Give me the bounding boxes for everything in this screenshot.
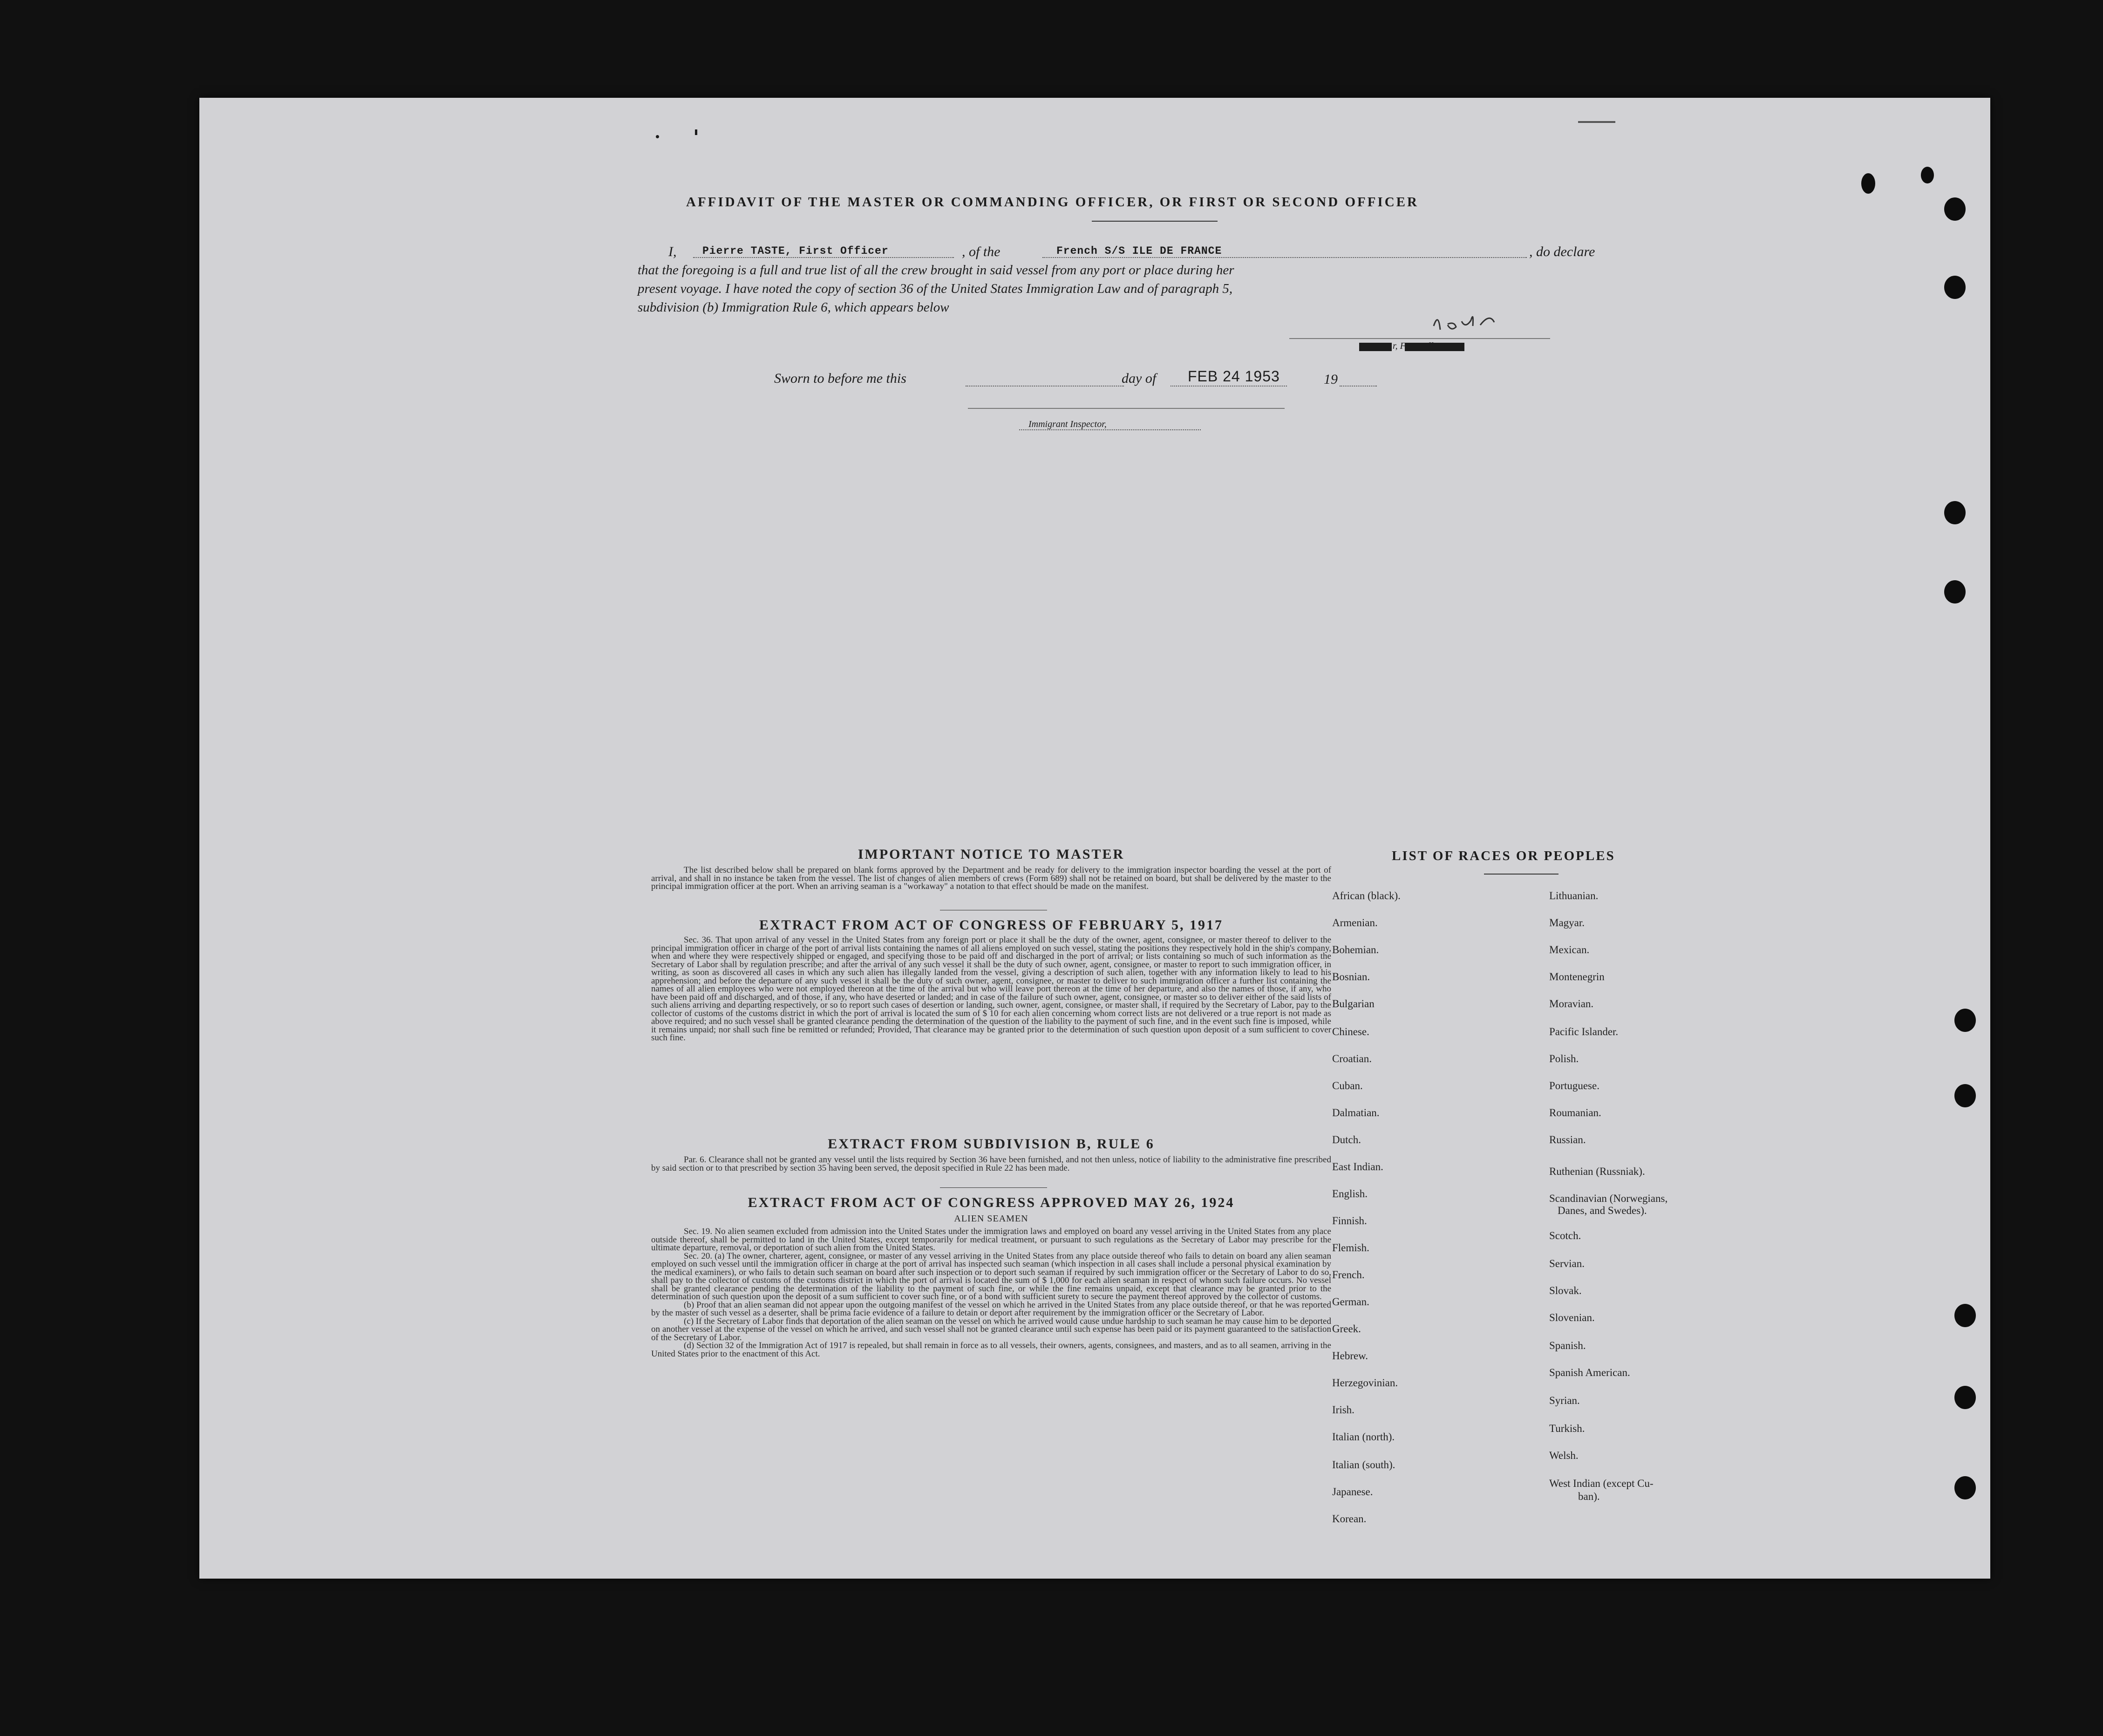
extract2-body [651,1156,1331,1172]
speck [695,129,697,135]
i-label: I, [668,244,677,259]
race-item: Slovak. [1549,1285,1582,1296]
punch-hole [1954,1009,1976,1032]
affidavit-line-2: that the foregoing is a full and true list of all the crew brought in said vessel from any port or place during her [638,263,1234,278]
sworn-line [966,386,1124,387]
speck [1578,121,1615,123]
date-stamp: FEB 24 1953 [1188,368,1280,385]
race-item: Turkish. [1549,1423,1585,1434]
race-item: Finnish. [1332,1215,1367,1227]
affidavit-line-3: present voyage. I have noted the copy of section 36 of the United States Immigration Law and of paragraph 5, [638,281,1233,296]
extract3-paragraph-2: Sec. 20. (a) The owner, charterer, agent, consignee, or master of any vessel arriving in the United States from any place outside thereof who fails to detain on board any alien seaman employed on such vessel until the immigration officer in charge at the port of arrival has inspected such seaman (which inspection in all cases shall include a personal physical examination by the medical examiners), or who fails to detain such seaman on board after such inspection or to deport such seaman if required by such immigration officer or the Secretary of Labor to do so, shall pay to the collector of customs of the customs district in which the port of arrival is located the sum of $ 1,000 for each alien seaman in respect of whom such failure occurs. No vessel shall be granted clearance pending the determination of the liability to the payment of such fine, or while the fine remains unpaid, except that clearance may be granted prior to the determination of such question upon the deposit of a sum sufficient to cover such fine, or of a bond with sufficient surety to secure the payment thereof approved by the collector of customs. [651,1251,1331,1302]
vessel-name: French S/S ILE DE FRANCE [1056,245,1222,257]
signature-scrawl [1429,307,1541,340]
punch-hole [1944,197,1966,221]
race-item: Irish. [1332,1404,1354,1416]
extract3-paragraph-1: Sec. 19. No alien seamen excluded from admission into the United States under the immigration laws and employed on board any vessel arriving in the United States from any place outside thereof, shall be permitted to land in the United States, except temporarily for medical treatment, or pursuant to such regulations as the Secretary of Labor may prescribe for the ultimate departure, removal, or deportation of such alien from the United States. [651,1227,1331,1253]
race-item: Dutch. [1332,1134,1361,1146]
section-rule [940,1187,1047,1188]
race-item: Pacific Islander. [1549,1026,1619,1038]
race-item: Lithuanian. [1549,890,1599,902]
do-declare-label: , do declare [1529,244,1595,259]
race-item: English. [1332,1188,1368,1200]
race-item: Herzegovinian. [1332,1377,1398,1389]
name-line [693,257,954,258]
extract1-paragraph: Sec. 36. That upon arrival of any vessel in the United States from any foreign port or place it shall be the duty of the owner, agent, consignee, or master thereof to deliver to the principal immigration officer in charge of the port of arrival lists containing the names of all aliens employed on such vessel, stating the positions they respectively hold in the ship's company, when and where they were respectively shipped or engaged, and specifying those to be paid off and discharged in the port of arrival; or lists containing so much of such information as the Secretary of Labor shall by regulation prescribe; and after the arrival of any such vessel it shall be the duty of such owner, agent, consignee, or master to report to such immigration officer, in writing, as soon as discovered all cases in which any such alien has illegally landed from the vessel, giving a description of such alien, together with any information likely to lead to his apprehension; and before the departure of any such vessel it shall be the duty of such owner, agent, consignee, or master to deliver to such immigration officer a further list containing the names of all alien employees who were not employed thereon at the time of the arrival but who will leave port thereon at the time of her departure, and also the names of those, if any, who have been paid off and discharged, and of those, if any, who have deserted or landed; and in case of the failure of such owner, agent, consignee, or master so to deliver either of the said lists of such aliens arriving and departing respectively, or so to report such cases of desertion or landing, such owner, agent, consignee, or master shall, if required by the Secretary of Labor, pay to the collector of customs of the customs district in which the port of arrival is located the sum of $ 10 for each alien concerning whom correct lists are not delivered or a true report is not made as above required; and no such vessel shall be granted clearance pending the determination of the question of the liability to the payment of such fine, and in the event such fine is imposed, while it remains unpaid; nor shall such fine be remitted or refunded; Provided, That clearance may be granted prior to the determination of such question upon deposit of a sum sufficient to cover such fine. [651,935,1331,1043]
inspector-sign-line [968,408,1285,409]
extract1-title: EXTRACT FROM ACT OF CONGRESS OF FEBRUARY 5, 1917 [759,917,1224,933]
race-item: Spanish American. [1549,1367,1630,1378]
notice-paragraph: The list described below shall be prepared on blank forms approved by the Department and be ready for delivery to the immigration inspector boarding the vessel at the port of arrival, and shall in no instance be taken from the vessel. The list of changes of alien members of crews (Form 689) shall not be retained on board, but shall be delivered by the master to the principal immigration officer at the port. When an arriving seaman is a "workaway" a notation to that effect should be made on the manifest. [651,865,1331,891]
race-item: Mexican. [1549,944,1590,956]
extract3-body [651,1227,1331,1358]
punch-hole [1954,1386,1976,1409]
extract1-body [651,936,1331,1042]
race-item: ban). [1578,1491,1600,1502]
race-item: Bulgarian [1332,998,1375,1010]
race-item: African (black). [1332,890,1401,902]
notice-body [651,866,1331,891]
punch-hole [1921,167,1934,183]
signature-role: r, First Officer, [1393,341,1448,351]
race-item: Ruthenian (Russniak). [1549,1166,1645,1177]
sworn-label: Sworn to before me this [774,371,906,386]
race-item: Bosnian. [1332,971,1370,983]
race-item: Greek. [1332,1323,1361,1335]
year-label: 19 [1324,372,1338,387]
race-item: Slovenian. [1549,1312,1595,1323]
race-item: Chinese. [1332,1026,1369,1038]
race-item: Danes, and Swedes). [1558,1205,1647,1216]
extract2-paragraph: Par. 6. Clearance shall not be granted any vessel until the lists required by Section 36 have been furnished, and not then unless, notice of liability to the administrative fine prescribed by said section or to that prescribed by section 35 having been served, the deposit specified in Rule 22 has been made. [651,1155,1331,1173]
race-item: East Indian. [1332,1161,1383,1173]
extract3-paragraph-3: (b) Proof that an alien seaman did not appear upon the outgoing manifest of the vessel on which he arrived in the United States from any place outside thereof, or that he was reported by the master of such vessel as a deserter, shall be prima facie evidence of a failure to detain or deport after requirement by the immigration officer or the Secretary of Labor. [651,1300,1331,1318]
race-item: West Indian (except Cu- [1549,1478,1654,1489]
year-line [1340,386,1377,387]
race-item: Spanish. [1549,1340,1586,1351]
race-item: Hebrew. [1332,1350,1368,1362]
race-item: Syrian. [1549,1395,1580,1406]
race-item: Scotch. [1549,1230,1581,1241]
race-item: Croatian. [1332,1053,1372,1065]
punch-hole [1944,580,1966,604]
race-item: German. [1332,1296,1369,1308]
redaction-block [1359,343,1392,351]
race-item: Welsh. [1549,1450,1579,1461]
punch-hole [1944,276,1966,299]
extract3-subtitle: ALIEN SEAMEN [954,1214,1028,1224]
race-item: Servian. [1549,1258,1585,1269]
race-item: French. [1332,1269,1365,1281]
extract3-paragraph-4: (c) If the Secretary of Labor finds that deportation of the alien seaman on the vessel on which he arrived would cause undue hardship to such seaman he may cause him to be deported on another vessel at the expense of the vessel on which he arrived, and such vessel shall not be granted clearance until such expense has been paid or its payment guaranteed to the satisfaction of the Secretary of Labor. [651,1316,1331,1343]
vessel-line [1042,257,1527,258]
manifest-page [199,98,1990,1579]
race-item: Cuban. [1332,1080,1363,1092]
punch-hole [1954,1304,1976,1327]
date-line [1171,386,1287,387]
speck [656,135,659,138]
inspector-label: Immigrant Inspector, [1028,419,1107,429]
race-item: Korean. [1332,1513,1367,1525]
race-item: Japanese. [1332,1486,1373,1498]
affidavit-title: AFFIDAVIT OF THE MASTER OR COMMANDING OFFICER, OR FIRST OR SECOND OFFICER [686,195,1419,210]
race-item: Magyar. [1549,917,1585,929]
punch-hole [1954,1476,1976,1499]
race-item: Italian (north). [1332,1431,1395,1443]
race-item: Scandinavian (Norwegians, [1549,1193,1668,1204]
race-item: Roumanian. [1549,1107,1601,1119]
signature-line [1289,338,1550,339]
punch-hole [1861,173,1875,194]
race-item: Bohemian. [1332,944,1379,956]
race-item: Portuguese. [1549,1080,1599,1092]
extract2-title: EXTRACT FROM SUBDIVISION B, RULE 6 [828,1136,1155,1152]
extract3-paragraph-5: (d) Section 32 of the Immigration Act of 1917 is repealed, but shall remain in force as to all vessels, their owners, agents, consignees, and masters, and as to all seamen, arriving in the United States prior to the enactment of this Act. [651,1341,1331,1359]
race-item: Moravian. [1549,998,1594,1010]
of-the-label: , of the [962,244,1000,259]
race-item: Italian (south). [1332,1459,1395,1471]
officer-name: Pierre TASTE, First Officer [702,245,889,257]
punch-hole [1954,1084,1976,1107]
extract3-title: EXTRACT FROM ACT OF CONGRESS APPROVED MAY 26, 1924 [748,1195,1235,1210]
race-item: Armenian. [1332,917,1378,929]
day-of-label: day of [1122,371,1157,386]
punch-hole [1944,501,1966,524]
races-rule [1484,874,1559,875]
race-item: Flemish. [1332,1242,1369,1254]
race-item: Montenegrin [1549,971,1605,983]
title-rule [1092,221,1218,222]
races-title: LIST OF RACES OR PEOPLES [1392,848,1615,863]
race-item: Polish. [1549,1053,1579,1065]
race-item: Russian. [1549,1134,1586,1146]
notice-title: IMPORTANT NOTICE TO MASTER [858,847,1125,862]
affidavit-line-4: subdivision (b) Immigration Rule 6, which appears below [638,300,949,315]
race-item: Dalmatian. [1332,1107,1380,1119]
